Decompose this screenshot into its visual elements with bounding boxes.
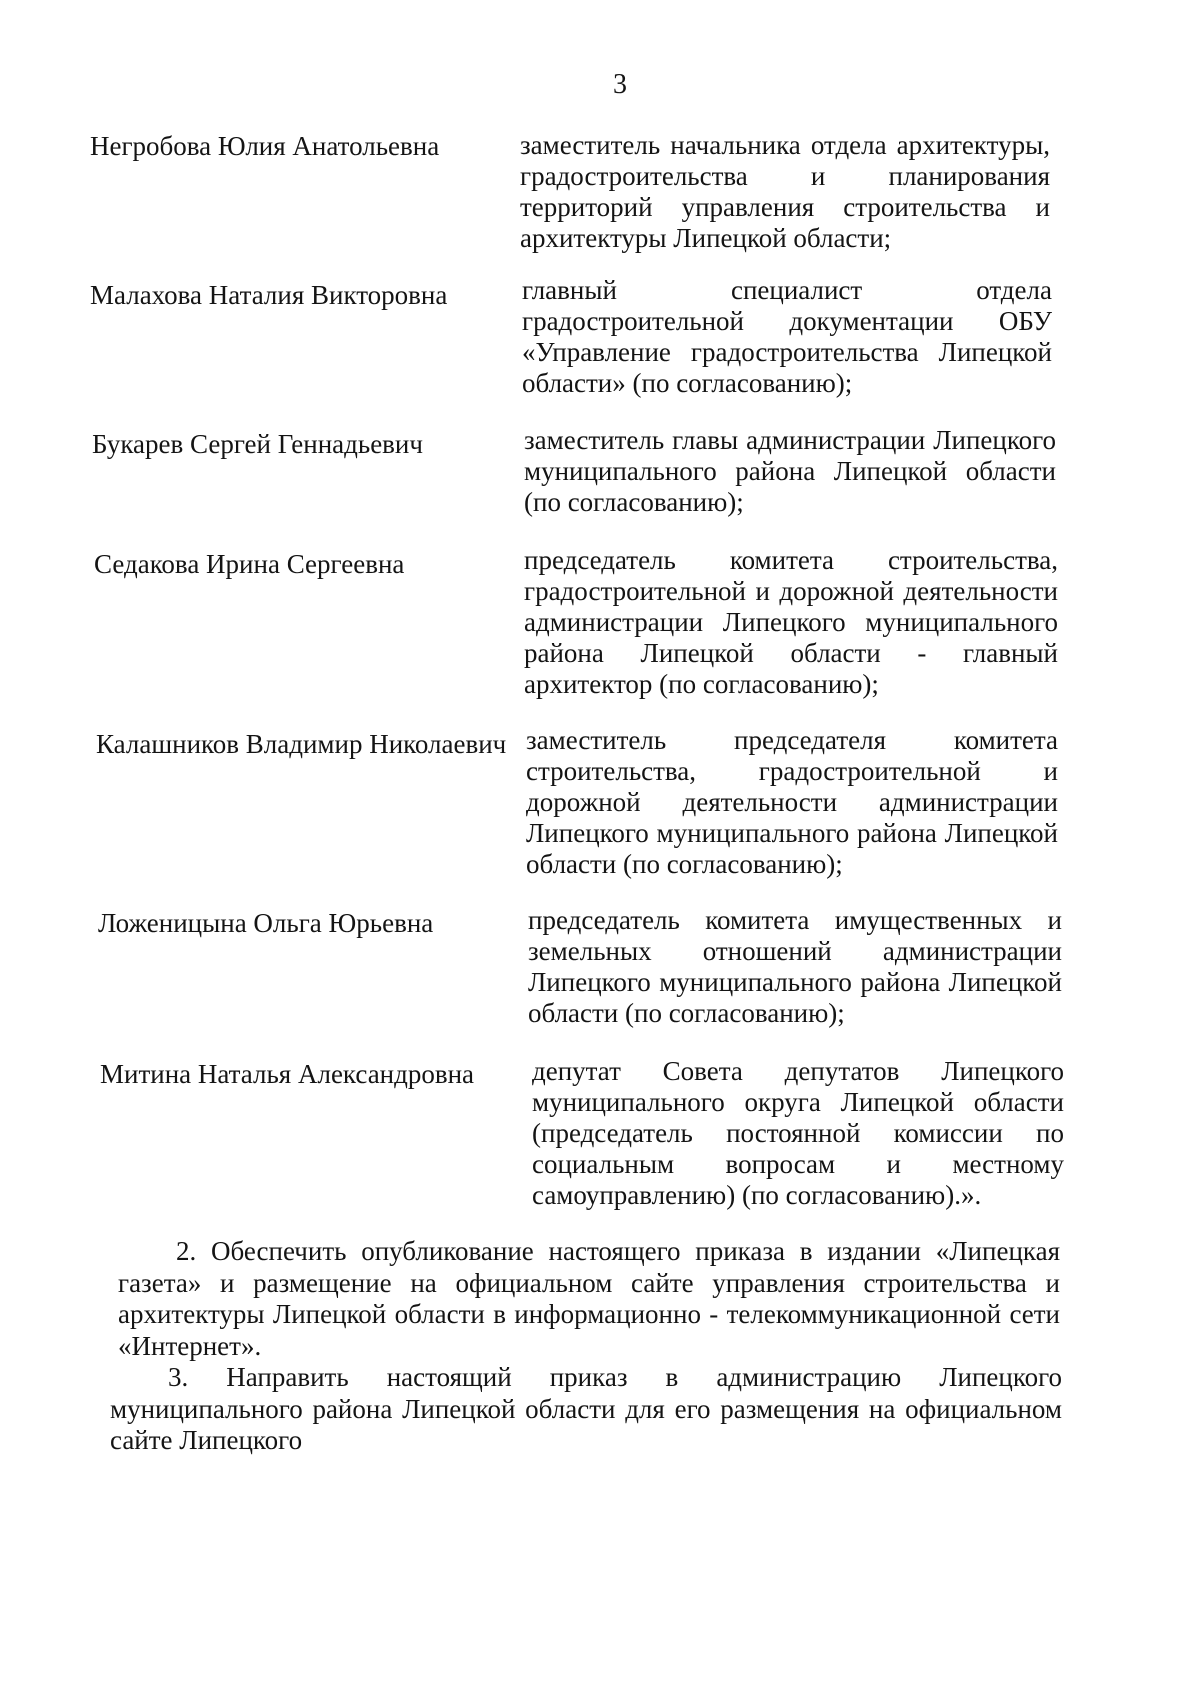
member-role: заместитель начальника отдела архитектуры, градостроительства и планирования территорий управления строительства и архитектуры Липецкой области; [520, 130, 1050, 253]
member-role: председатель комитета строительства, градостроительной и дорожной деятельности администрации Липецкого муниципального района Липецкой области - главный архитектор (по согласованию); [524, 545, 1058, 699]
member-name: Седакова Ирина Сергеевна [94, 549, 405, 579]
member-role: главный специалист отдела градостроительной документации ОБУ «Управление градостроительства Липецкой области» (по согласованию); [522, 275, 1052, 398]
paragraph-send-order: 3. Направить настоящий приказ в администрацию Липецкого муниципального района Липецкой области для его размещения на официальном сайте Липецкого [110, 1362, 1062, 1455]
member-name: Негробова Юлия Анатольевна [90, 131, 440, 161]
member-role: заместитель председателя комитета строительства, градостроительной и дорожной деятельности администрации Липецкого муниципального района Липецкой области (по согласованию); [526, 725, 1058, 879]
member-role: председатель комитета имущественных и земельных отношений администрации Липецкого муниципального района Липецкой области (по согласованию); [528, 905, 1062, 1028]
member-name: Букарев Сергей Геннадьевич [92, 429, 423, 459]
paragraph-publication: 2. Обеспечить опубликование настоящего приказа в издании «Липецкая газета» и размещение на официальном сайте управления строительства и архитектуры Липецкой области в информационно - телекоммуникационной сети «Интернет». [118, 1236, 1060, 1361]
member-name: Калашников Владимир Николаевич [96, 729, 507, 759]
member-name: Ложеницына Ольга Юрьевна [98, 908, 434, 938]
member-name: Митина Наталья Александровна [100, 1059, 475, 1089]
page-number: 3 [613, 69, 627, 100]
member-name: Малахова Наталия Викторовна [90, 280, 448, 310]
member-role: заместитель главы администрации Липецкого муниципального района Липецкой области (по согласованию); [524, 425, 1056, 517]
member-role: депутат Совета депутатов Липецкого муниципального округа Липецкой области (председатель постоянной комиссии по социальным вопросам и местному самоуправлению) (по согласованию).». [532, 1056, 1064, 1210]
